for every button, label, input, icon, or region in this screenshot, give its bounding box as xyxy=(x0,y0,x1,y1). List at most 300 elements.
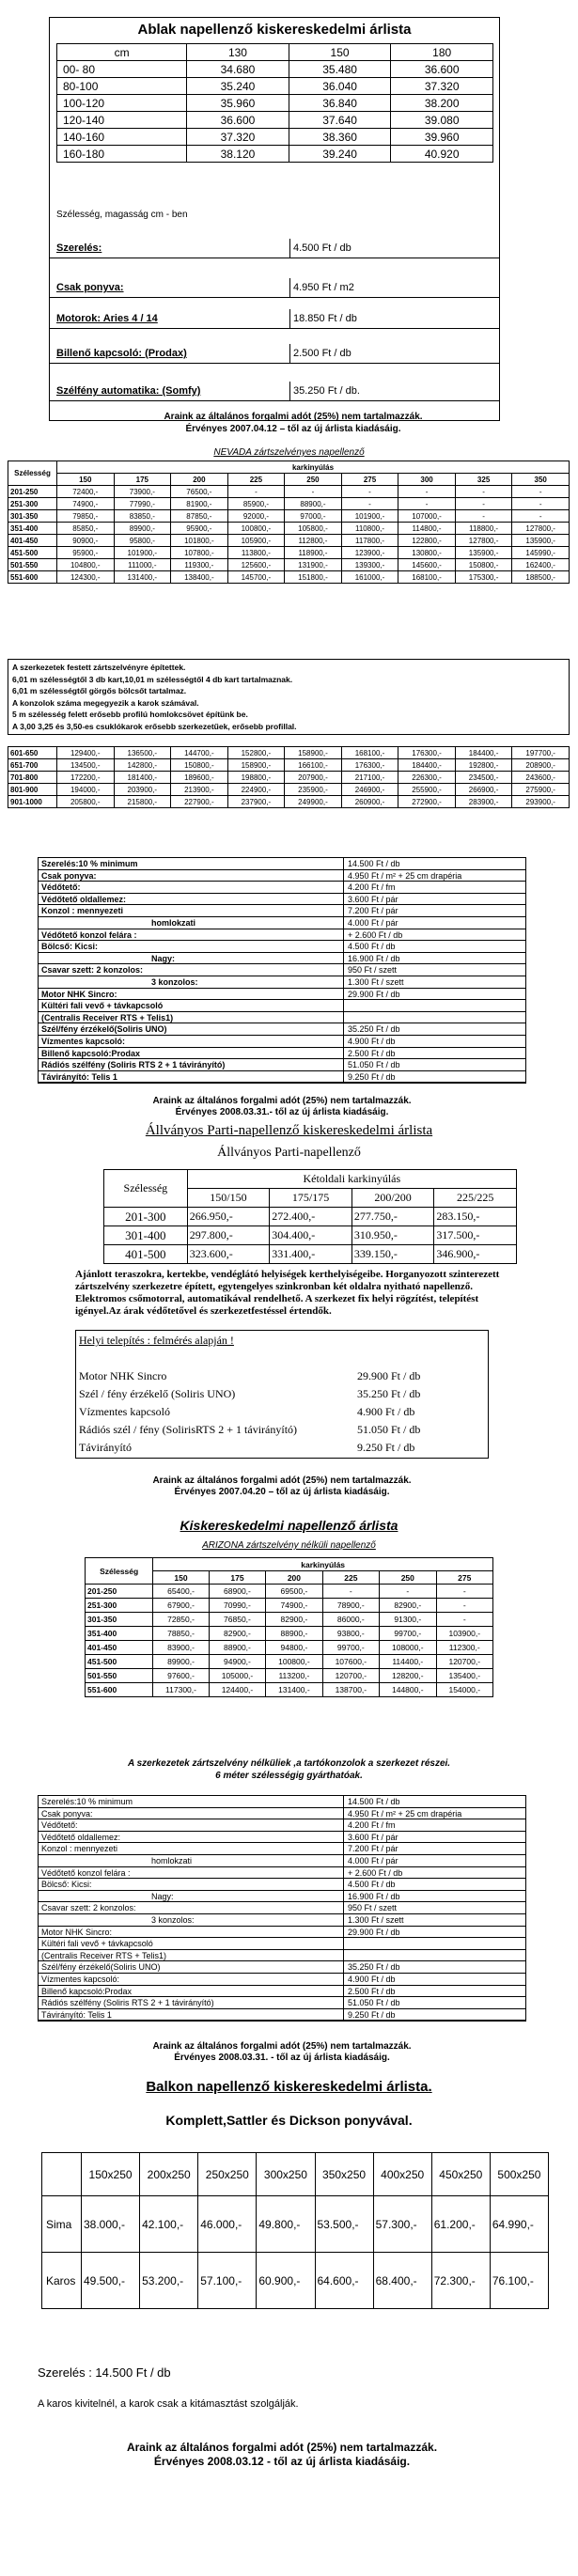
accessory-price: 51.050 Ft / db xyxy=(357,1423,421,1436)
table-cell: 110800,- xyxy=(341,523,398,535)
table-cell: - xyxy=(398,498,456,510)
table-cell: 101900,- xyxy=(114,547,171,559)
table-cell: 76.100,- xyxy=(490,2253,548,2309)
accessory-label: Védőtető konzol felára : xyxy=(39,1867,344,1879)
table-cell: 120700,- xyxy=(436,1655,493,1669)
accessory-row xyxy=(39,1819,525,1832)
accessory-label: Billenő kapcsoló:Prodax xyxy=(39,1986,344,1997)
accessory-row xyxy=(39,1986,525,1998)
arizona-subtitle: ARIZONA zártszelvény nélküli napellenző xyxy=(202,1540,376,1551)
column-header: 150 xyxy=(57,474,115,486)
accessory-label: Szerelés:10 % minimum xyxy=(39,1796,344,1807)
table-cell: 192800,- xyxy=(455,759,512,772)
table-cell: 85900,- xyxy=(227,498,285,510)
table-cell: 100-120 xyxy=(57,95,187,112)
table-cell: - xyxy=(285,486,342,498)
table-cell: 310.950,- xyxy=(351,1226,434,1245)
table-row xyxy=(86,1613,493,1627)
table-cell: 88900,- xyxy=(266,1627,322,1641)
table-cell: 36.040 xyxy=(289,78,391,95)
accessory-label: Rádiós szél / fény (SolirisRTS 2 + 1 távirányító) xyxy=(79,1423,298,1436)
accessory-price: 7.200 Ft / pár xyxy=(348,906,398,916)
table-cell: - xyxy=(227,486,285,498)
table-cell: 118800,- xyxy=(455,523,512,535)
accessory-row xyxy=(39,1950,525,1962)
balkon-vat-note: Araink az általános forgalmi adót (25%) nem tartalmazzák. xyxy=(126,2441,438,2454)
table-row xyxy=(8,486,570,498)
column-header: 350x250 xyxy=(315,2153,373,2196)
table-cell: 208900,- xyxy=(512,759,570,772)
table-cell: 85850,- xyxy=(57,523,115,535)
table-cell: - xyxy=(380,1585,436,1599)
table-header-row xyxy=(42,2153,549,2196)
table-cell: 36.600 xyxy=(391,61,493,78)
table-row xyxy=(8,535,570,547)
table-row xyxy=(57,129,493,146)
table-cell: 108000,- xyxy=(380,1641,436,1655)
accessory-row xyxy=(39,917,525,929)
table-cell: 120700,- xyxy=(322,1669,379,1683)
table-cell: 145990,- xyxy=(512,547,570,559)
accessory-label: Védőtető oldallemez: xyxy=(39,894,344,905)
table-cell: 88900,- xyxy=(285,498,342,510)
table-cell: 74900,- xyxy=(266,1599,322,1613)
column-header: cm xyxy=(57,44,187,61)
accessories-1-vat-note: Araink az általános forgalmi adót (25%) nem tartalmazzák. xyxy=(152,1096,412,1106)
table-cell: 144800,- xyxy=(380,1683,436,1697)
table-cell: 97600,- xyxy=(153,1669,209,1683)
table-cell: 131400,- xyxy=(114,571,171,584)
column-header: 225 xyxy=(322,1571,379,1585)
table-cell: 168100,- xyxy=(341,747,398,759)
accessory-price: 51.050 Ft / db xyxy=(348,1060,400,1070)
table-cell: Sima xyxy=(42,2196,82,2253)
table-cell: 74900,- xyxy=(57,498,115,510)
table-cell: 501-550 xyxy=(86,1669,153,1683)
ablak-price-table xyxy=(56,43,493,163)
table-cell: 140-160 xyxy=(57,129,187,146)
column-header: 450x250 xyxy=(431,2153,490,2196)
table-row xyxy=(8,498,570,510)
accessory-row xyxy=(39,1879,525,1891)
table-cell: 118900,- xyxy=(285,547,342,559)
table-cell: 125600,- xyxy=(227,559,285,571)
table-cell: 243600,- xyxy=(512,772,570,784)
table-cell: 95900,- xyxy=(171,523,228,535)
table-cell: 601-650 xyxy=(8,747,57,759)
column-header: 150x250 xyxy=(82,2153,140,2196)
accessory-price: 950 Ft / szett xyxy=(348,1903,398,1913)
accessory-row xyxy=(39,1867,525,1880)
accessory-price: 1.300 Ft / szett xyxy=(348,1914,404,1925)
table-cell: 251-300 xyxy=(8,498,57,510)
column-divider xyxy=(289,309,290,329)
table-row xyxy=(86,1599,493,1613)
table-cell: 37.320 xyxy=(187,129,289,146)
table-cell: 117300,- xyxy=(153,1683,209,1697)
accessory-box xyxy=(38,1795,526,2022)
accessory-label: Bölcső: Kicsi: xyxy=(39,1879,344,1890)
table-cell: 283900,- xyxy=(455,796,512,808)
accessory-row xyxy=(39,2009,525,2022)
table-cell: - xyxy=(341,486,398,498)
accessory-row xyxy=(39,1927,525,1939)
table-row xyxy=(8,784,570,796)
accessories-1-validity-note: Érvényes 2008.03.31.- től az új árlista kiadásáig. xyxy=(175,1107,389,1117)
nevada-price-table xyxy=(8,461,570,584)
accessories-2-validity-note: Érvényes 2008.03.31. - től az új árlista kiadásáig. xyxy=(174,2053,390,2063)
table-cell: 65400,- xyxy=(153,1585,209,1599)
table-cell: 53.500,- xyxy=(315,2196,373,2253)
table-cell: - xyxy=(512,510,570,523)
accessory-row xyxy=(39,905,525,917)
table-cell: 112300,- xyxy=(436,1641,493,1655)
accessory-price: 29.900 Ft / db xyxy=(348,989,400,999)
accessory-price: 4.950 Ft / m2 xyxy=(293,282,354,293)
group-header: karkinyúlás xyxy=(153,1558,493,1571)
table-cell: - xyxy=(322,1585,379,1599)
accessory-label: Vízmentes kapcsoló: xyxy=(39,1974,344,1985)
table-cell: 64.600,- xyxy=(315,2253,373,2309)
note-line: A 3,00 3,25 és 3,50-es csuklókarok erősebb szerkezetűek, erősebb profillal. xyxy=(12,721,297,731)
accessories-2-vat-note: Araink az általános forgalmi adót (25%) nem tartalmazzák. xyxy=(152,2041,412,2052)
table-cell: 551-600 xyxy=(86,1683,153,1697)
table-cell: 331.400,- xyxy=(270,1245,352,1264)
table-cell: 94800,- xyxy=(266,1641,322,1655)
table-cell: 162400,- xyxy=(512,559,570,571)
table-cell: 166100,- xyxy=(285,759,342,772)
accessory-label: Szél / fény érzékelő (Soliris UNO) xyxy=(79,1387,236,1400)
table-cell: 83850,- xyxy=(114,510,171,523)
accessory-price: 4.200 Ft / fm xyxy=(348,882,396,893)
table-cell: 201-250 xyxy=(8,486,57,498)
table-cell: 83900,- xyxy=(153,1641,209,1655)
accessory-price: 4.500 Ft / db xyxy=(348,1880,396,1890)
accessory-price: 29.900 Ft / db xyxy=(357,1369,421,1382)
accessory-price: 4.950 Ft / m² + 25 cm drapéria xyxy=(348,870,462,881)
table-cell: 67900,- xyxy=(153,1599,209,1613)
table-cell: - xyxy=(455,498,512,510)
accessory-price: 3.600 Ft / pár xyxy=(348,894,398,904)
table-cell: 135400,- xyxy=(436,1669,493,1683)
balkon-install-note: Szerelés : 14.500 Ft / db xyxy=(38,2365,171,2380)
table-cell: 160-180 xyxy=(57,146,187,163)
column-header: 500x250 xyxy=(490,2153,548,2196)
table-cell: 451-500 xyxy=(8,547,57,559)
accessory-row xyxy=(39,941,525,953)
accessory-label: homlokzati xyxy=(39,1855,344,1866)
table-row xyxy=(42,2196,549,2253)
accessory-price: 35.250 Ft / db xyxy=(357,1387,421,1400)
table-cell: 131900,- xyxy=(285,559,342,571)
accessory-price: 9.250 Ft / db xyxy=(357,1441,415,1454)
accessory-price xyxy=(344,1950,348,1961)
table-cell: 99700,- xyxy=(380,1627,436,1641)
column-header: 300 xyxy=(398,474,456,486)
table-cell: 113200,- xyxy=(266,1669,322,1683)
table-cell: 145600,- xyxy=(398,559,456,571)
corner-header: Szélesség xyxy=(104,1170,188,1208)
row-divider xyxy=(49,297,500,298)
accessory-price: 4.000 Ft / pár xyxy=(348,917,398,928)
accessory-price: 4.000 Ft / pár xyxy=(348,1855,398,1866)
table-cell: 401-450 xyxy=(86,1641,153,1655)
table-cell: 95800,- xyxy=(114,535,171,547)
table-cell: 38.120 xyxy=(187,146,289,163)
accessory-row xyxy=(39,1843,525,1855)
accessory-price: 51.050 Ft / db xyxy=(348,1998,400,2008)
accessory-price: 4.900 Ft / db xyxy=(348,1974,396,1984)
note-line: 6,01 m szélességtől görgős bölcsőt tartalmaz. xyxy=(12,686,187,695)
table-cell: 68900,- xyxy=(209,1585,265,1599)
table-cell: 217100,- xyxy=(341,772,398,784)
table-cell: 135900,- xyxy=(512,535,570,547)
table-cell: 215800,- xyxy=(114,796,171,808)
table-row xyxy=(8,523,570,535)
accessory-label: 3 konzolos: xyxy=(39,976,344,988)
table-row xyxy=(8,796,570,808)
group-header: Kétoldali karkinyúlás xyxy=(187,1170,516,1189)
accessory-price: 9.250 Ft / db xyxy=(348,1071,396,1082)
table-cell: 127800,- xyxy=(455,535,512,547)
parti-validity-note: Érvényes 2007.04.20 – től az új árlista kiadásáig. xyxy=(174,1487,390,1497)
corner-cell xyxy=(42,2153,82,2196)
column-header: 200 xyxy=(171,474,228,486)
accessory-label: Szél/fény érzékelő(Soliris UNO) xyxy=(39,1023,344,1035)
ablak-vat-note: Araink az általános forgalmi adót (25%) nem tartalmazzák. xyxy=(164,412,423,422)
table-row xyxy=(57,78,493,95)
accessory-row xyxy=(39,1902,525,1914)
accessory-label: Vízmentes kapcsoló xyxy=(79,1405,170,1418)
table-cell: 95900,- xyxy=(57,547,115,559)
table-cell: 135900,- xyxy=(455,547,512,559)
accessory-label: Csavar szett: 2 konzolos: xyxy=(39,964,344,976)
column-header: 400x250 xyxy=(373,2153,431,2196)
accessory-price: 4.200 Ft / fm xyxy=(348,1820,396,1831)
table-cell: 145700,- xyxy=(227,571,285,584)
accessory-label: (Centralis Receiver RTS + Telis1) xyxy=(39,1012,344,1023)
table-cell: 105900,- xyxy=(227,535,285,547)
table-cell: 49.800,- xyxy=(257,2196,315,2253)
table-cell: 99700,- xyxy=(322,1641,379,1655)
accessory-row xyxy=(39,1796,525,1808)
table-cell: 189600,- xyxy=(171,772,228,784)
balkon-price-table xyxy=(41,2152,549,2309)
parti-main-title: Állványos Parti-napellenző kiskereskedelmi árlista xyxy=(145,1123,433,1138)
table-cell: 76500,- xyxy=(171,486,228,498)
accessory-row xyxy=(39,1855,525,1867)
accessory-price: 950 Ft / szett xyxy=(348,965,398,976)
table-cell: 61.200,- xyxy=(431,2196,490,2253)
corner-header: Szélesség xyxy=(8,461,57,486)
table-cell: 304.400,- xyxy=(270,1226,352,1245)
table-cell: 81900,- xyxy=(171,498,228,510)
accessory-row xyxy=(39,964,525,976)
table-cell: 114800,- xyxy=(398,523,456,535)
accessory-label: Távirányító: Telis 1 xyxy=(39,2009,344,2021)
accessory-label: Szél/fény érzékelő(Soliris UNO) xyxy=(39,1961,344,1973)
table-cell: 323.600,- xyxy=(187,1245,270,1264)
accessory-row xyxy=(39,1938,525,1950)
group-header: karkinyúlás xyxy=(57,461,570,474)
table-cell: 351-400 xyxy=(86,1627,153,1641)
table-cell: 260900,- xyxy=(341,796,398,808)
accessory-label: Rádiós szélfény (Soliris RTS 2 + 1 távirányító) xyxy=(39,1059,344,1070)
table-cell: 86000,- xyxy=(322,1613,379,1627)
table-cell: - xyxy=(512,498,570,510)
accessory-row xyxy=(39,953,525,965)
table-cell: 39.240 xyxy=(289,146,391,163)
parti-install-note: Helyi telepítés : felmérés alapján ! xyxy=(79,1334,234,1347)
table-cell: 89900,- xyxy=(153,1655,209,1669)
accessory-price: 16.900 Ft / db xyxy=(348,953,400,963)
accessory-label: Motor NHK Sincro xyxy=(79,1369,167,1382)
column-header: 250 xyxy=(380,1571,436,1585)
accessory-price: 4.950 Ft / m² + 25 cm drapéria xyxy=(348,1808,462,1819)
row-divider xyxy=(49,328,500,329)
column-header: 300x250 xyxy=(257,2153,315,2196)
table-cell: 40.920 xyxy=(391,146,493,163)
table-cell: 161000,- xyxy=(341,571,398,584)
table-cell: 00- 80 xyxy=(57,61,187,78)
table-group-row xyxy=(104,1170,517,1189)
accessory-label: Távirányító xyxy=(79,1441,132,1454)
table-cell: - xyxy=(341,498,398,510)
table-cell: 78900,- xyxy=(322,1599,379,1613)
table-cell: 82900,- xyxy=(209,1627,265,1641)
table-header-row xyxy=(8,474,570,486)
column-header: 225 xyxy=(227,474,285,486)
table-row xyxy=(104,1226,517,1245)
accessory-label: Nagy: xyxy=(39,953,344,964)
table-cell: 64.990,- xyxy=(490,2196,548,2253)
table-cell: 88900,- xyxy=(209,1641,265,1655)
accessory-price: 4.500 Ft / db xyxy=(348,942,396,952)
table-cell: 119300,- xyxy=(171,559,228,571)
table-row xyxy=(57,112,493,129)
column-header: 150/150 xyxy=(187,1189,270,1208)
table-cell: 154000,- xyxy=(436,1683,493,1697)
column-header: 225/225 xyxy=(434,1189,517,1208)
column-header: 200 xyxy=(266,1571,322,1585)
table-cell: 168100,- xyxy=(398,571,456,584)
accessory-label: Bölcső: Kicsi: xyxy=(39,941,344,952)
accessory-price: 35.250 Ft / db xyxy=(348,1962,400,1973)
ablak-title: Ablak napellenző kiskereskedelmi árlista xyxy=(137,22,412,38)
accessory-price xyxy=(344,1938,348,1949)
accessory-row xyxy=(39,882,525,894)
table-cell: Karos xyxy=(42,2253,82,2309)
accessory-label: Billenő kapcsoló:Prodax xyxy=(39,1048,344,1059)
table-cell: 105000,- xyxy=(209,1669,265,1683)
table-cell: 127800,- xyxy=(512,523,570,535)
table-cell: 79850,- xyxy=(57,510,115,523)
accessory-label: Védőtető: xyxy=(39,882,344,893)
table-cell: 701-800 xyxy=(8,772,57,784)
table-cell: 38.360 xyxy=(289,129,391,146)
table-cell: 117800,- xyxy=(341,535,398,547)
table-row xyxy=(86,1669,493,1683)
table-cell: 72400,- xyxy=(57,486,115,498)
table-cell: - xyxy=(398,486,456,498)
accessory-label: Csak ponyva: xyxy=(39,1808,344,1819)
column-header: 325 xyxy=(455,474,512,486)
column-divider xyxy=(289,382,290,401)
table-row xyxy=(42,2253,549,2309)
table-cell: 158900,- xyxy=(285,747,342,759)
table-row xyxy=(8,571,570,584)
accessory-row xyxy=(39,858,525,870)
table-cell: 103900,- xyxy=(436,1627,493,1641)
table-cell: 246900,- xyxy=(341,784,398,796)
table-cell: 301-350 xyxy=(86,1613,153,1627)
table-cell: 501-550 xyxy=(8,559,57,571)
balkon-subtitle: Komplett,Sattler és Dickson ponyvával. xyxy=(165,2113,413,2128)
accessory-row xyxy=(39,1000,525,1012)
table-cell: 36.840 xyxy=(289,95,391,112)
table-cell: 201-250 xyxy=(86,1585,153,1599)
parti-vat-note: Araink az általános forgalmi adót (25%) nem tartalmazzák. xyxy=(152,1475,412,1486)
table-cell: 651-700 xyxy=(8,759,57,772)
nevada-price-table-wide xyxy=(8,746,570,808)
column-header: 175 xyxy=(209,1571,265,1585)
table-cell: 272.400,- xyxy=(270,1208,352,1226)
column-header: 275 xyxy=(436,1571,493,1585)
table-cell: 111000,- xyxy=(114,559,171,571)
accessory-row xyxy=(39,929,525,942)
accessory-price: + 2.600 Ft / db xyxy=(348,1867,403,1878)
accessory-row xyxy=(39,976,525,989)
table-cell: 201-300 xyxy=(104,1208,188,1226)
accessory-price: 4.900 Ft / db xyxy=(348,1036,396,1046)
table-cell: 184400,- xyxy=(398,759,456,772)
table-cell: 283.150,- xyxy=(434,1208,517,1226)
table-cell: 38.200 xyxy=(391,95,493,112)
table-cell: 301-400 xyxy=(104,1226,188,1245)
note-line: A konzolok száma megegyezik a karok számával. xyxy=(12,697,199,708)
parti-description: Ajánlott teraszokra, kertekbe, vendéglátó helyiségek kerthelyiségeibe. Horganyozott szinterezett zártszelvény szerkezetre épített, egytengelyes szinkronban két oldalra nyitható napellenző. Elektromos csőmotorral, automatikával rendelhető. A szerkezet fix helyi rögzítést, telepítést igényel.Az árak védőtetővel és szerkezetfestéssel értendők. xyxy=(75,1269,500,1317)
table-row xyxy=(57,95,493,112)
table-cell: 39.080 xyxy=(391,112,493,129)
table-cell: - xyxy=(455,510,512,523)
table-cell: 213900,- xyxy=(171,784,228,796)
table-row xyxy=(8,510,570,523)
table-cell: 73900,- xyxy=(114,486,171,498)
table-cell: 451-500 xyxy=(86,1655,153,1669)
accessory-label: Védőtető oldallemez: xyxy=(39,1832,344,1843)
accessory-price: 35.250 Ft / db xyxy=(348,1024,400,1035)
accessory-row xyxy=(39,894,525,906)
table-cell: 100800,- xyxy=(227,523,285,535)
accessory-label: Szerelés:10 % minimum xyxy=(39,858,344,869)
row-divider xyxy=(49,363,500,364)
accessory-label: Kültéri fali vevő + távkapcsoló xyxy=(39,1938,344,1949)
table-cell: 237900,- xyxy=(227,796,285,808)
table-cell: 35.480 xyxy=(289,61,391,78)
table-row xyxy=(86,1683,493,1697)
column-divider xyxy=(289,239,290,258)
column-header: 175/175 xyxy=(270,1189,352,1208)
table-cell: 105800,- xyxy=(285,523,342,535)
table-group-row xyxy=(86,1558,493,1571)
table-cell: 275900,- xyxy=(512,784,570,796)
table-cell: 82900,- xyxy=(266,1613,322,1627)
table-cell: 49.500,- xyxy=(82,2253,140,2309)
accessory-price: 2.500 Ft / db xyxy=(348,1986,396,1996)
accessory-row xyxy=(39,1961,525,1974)
accessory-box xyxy=(38,857,526,1084)
table-cell: 172200,- xyxy=(57,772,115,784)
